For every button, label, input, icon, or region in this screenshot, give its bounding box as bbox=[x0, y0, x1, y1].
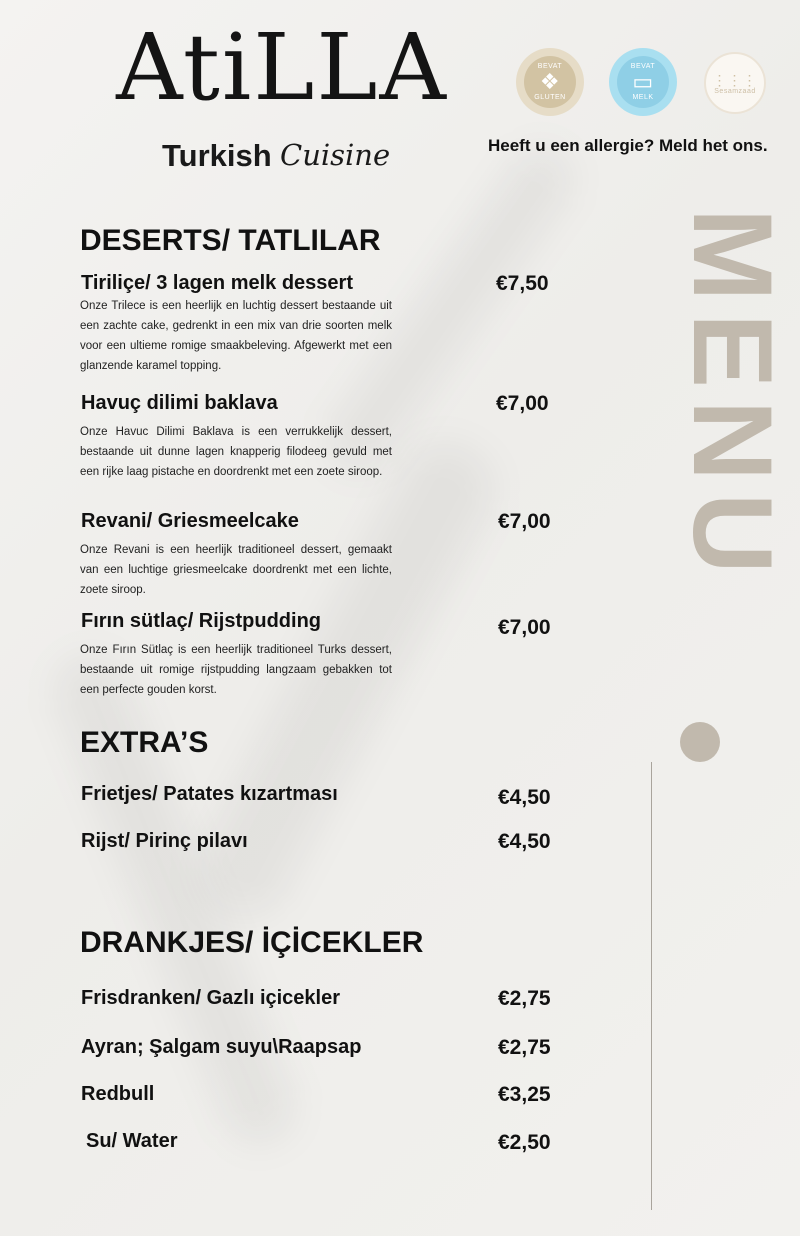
menu-item-price: €7,00 bbox=[498, 616, 551, 639]
menu-item-price: €4,50 bbox=[498, 830, 551, 853]
menu-item-price: €7,00 bbox=[496, 392, 549, 415]
logo-subtitle-turkish: Turkish bbox=[162, 138, 272, 173]
menu-item-price: €2,50 bbox=[498, 1131, 551, 1154]
menu-item-price: €3,25 bbox=[498, 1083, 551, 1106]
menu-item-price: €7,50 bbox=[496, 272, 549, 295]
allergy-note: Heeft u een allergie? Meld het ons. bbox=[488, 136, 768, 155]
menu-dot bbox=[680, 722, 720, 762]
logo-subtitle-cuisine: Cuisine bbox=[280, 138, 391, 172]
gluten-allergen-badge bbox=[516, 48, 584, 116]
menu-item-description: Onze Revani is een heerlijk traditioneel dessert, gemaakt van een luchtige griesmeelcake doordrenkt met een lichte, zoete siroop. bbox=[80, 544, 392, 596]
menu-item-price: €7,00 bbox=[498, 510, 551, 533]
badge-top-label: BEVAT bbox=[537, 63, 563, 70]
menu-item-price: €2,75 bbox=[498, 987, 551, 1010]
section-heading-extras: EXTRA’S bbox=[80, 726, 209, 759]
section-heading-desserts: DESERTS/ TATLILAR bbox=[80, 224, 381, 257]
menu-item-name: Redbull bbox=[81, 1083, 155, 1105]
menu-item-description: Onze Fırın Sütlaç is een heerlijk traditioneel Turks dessert, bestaande uit romige rijstpudding langzaam gebakken tot een perfecte gouden korst. bbox=[80, 644, 392, 696]
menu-item-description: Onze Trilece is een heerlijk en luchtig dessert bestaande uit een zachte cake, gedrenkt in een mix van drie soorten melk voor een ultieme romige smaakbeleving. Afgewerkt met een glanzende karamel topping. bbox=[80, 300, 392, 372]
milk-bottle-icon: ▭ bbox=[632, 69, 654, 94]
menu-item-name: Su/ Water bbox=[86, 1130, 178, 1152]
menu-item-description: Onze Havuc Dilimi Baklava is een verrukkelijk dessert, bestaande uit dunne lagen knapperig filodeeg gevuld met een rijke laag pistache en doordrenkt met een zoete siroop. bbox=[80, 426, 392, 478]
menu-item-name: Rijst/ Pirinç pilavı bbox=[81, 830, 248, 852]
background-shadow bbox=[45, 646, 305, 1154]
badge-bottom-label: Sesamzaad bbox=[714, 87, 756, 95]
menu-item-name: Revani/ Griesmeelcake bbox=[81, 510, 299, 532]
menu-item-name: Ayran; Şalgam suyu\Raapsap bbox=[81, 1036, 362, 1058]
sesame-icon: ⋮⋮⋮ bbox=[712, 71, 758, 88]
wheat-icon: ❖ bbox=[539, 69, 561, 94]
menu-item-price: €4,50 bbox=[498, 786, 551, 809]
section-heading-drinks: DRANKJES/ İÇİCEKLER bbox=[80, 926, 424, 959]
menu-item-name: Frisdranken/ Gazlı içicekler bbox=[81, 987, 341, 1009]
menu-item-name: Tiriliçe/ 3 lagen melk dessert bbox=[81, 272, 353, 294]
restaurant-logo: AtiLLA bbox=[116, 14, 448, 121]
badge-top-label: BEVAT bbox=[630, 63, 656, 70]
milk-allergen-badge bbox=[609, 48, 677, 116]
vertical-divider bbox=[651, 762, 652, 1210]
badge-bottom-label: GLUTEN bbox=[534, 94, 566, 101]
menu-item-name: Havuç dilimi baklava bbox=[81, 392, 278, 414]
menu-item-price: €2,75 bbox=[498, 1036, 551, 1059]
badge-bottom-label: MELK bbox=[632, 94, 654, 101]
sesame-allergen-badge bbox=[704, 52, 766, 114]
menu-item-name: Frietjes/ Patates kızartması bbox=[81, 783, 338, 805]
menu-item-name: Fırın sütlaç/ Rijstpudding bbox=[81, 610, 321, 632]
menu-side-title: MENU bbox=[670, 208, 795, 586]
